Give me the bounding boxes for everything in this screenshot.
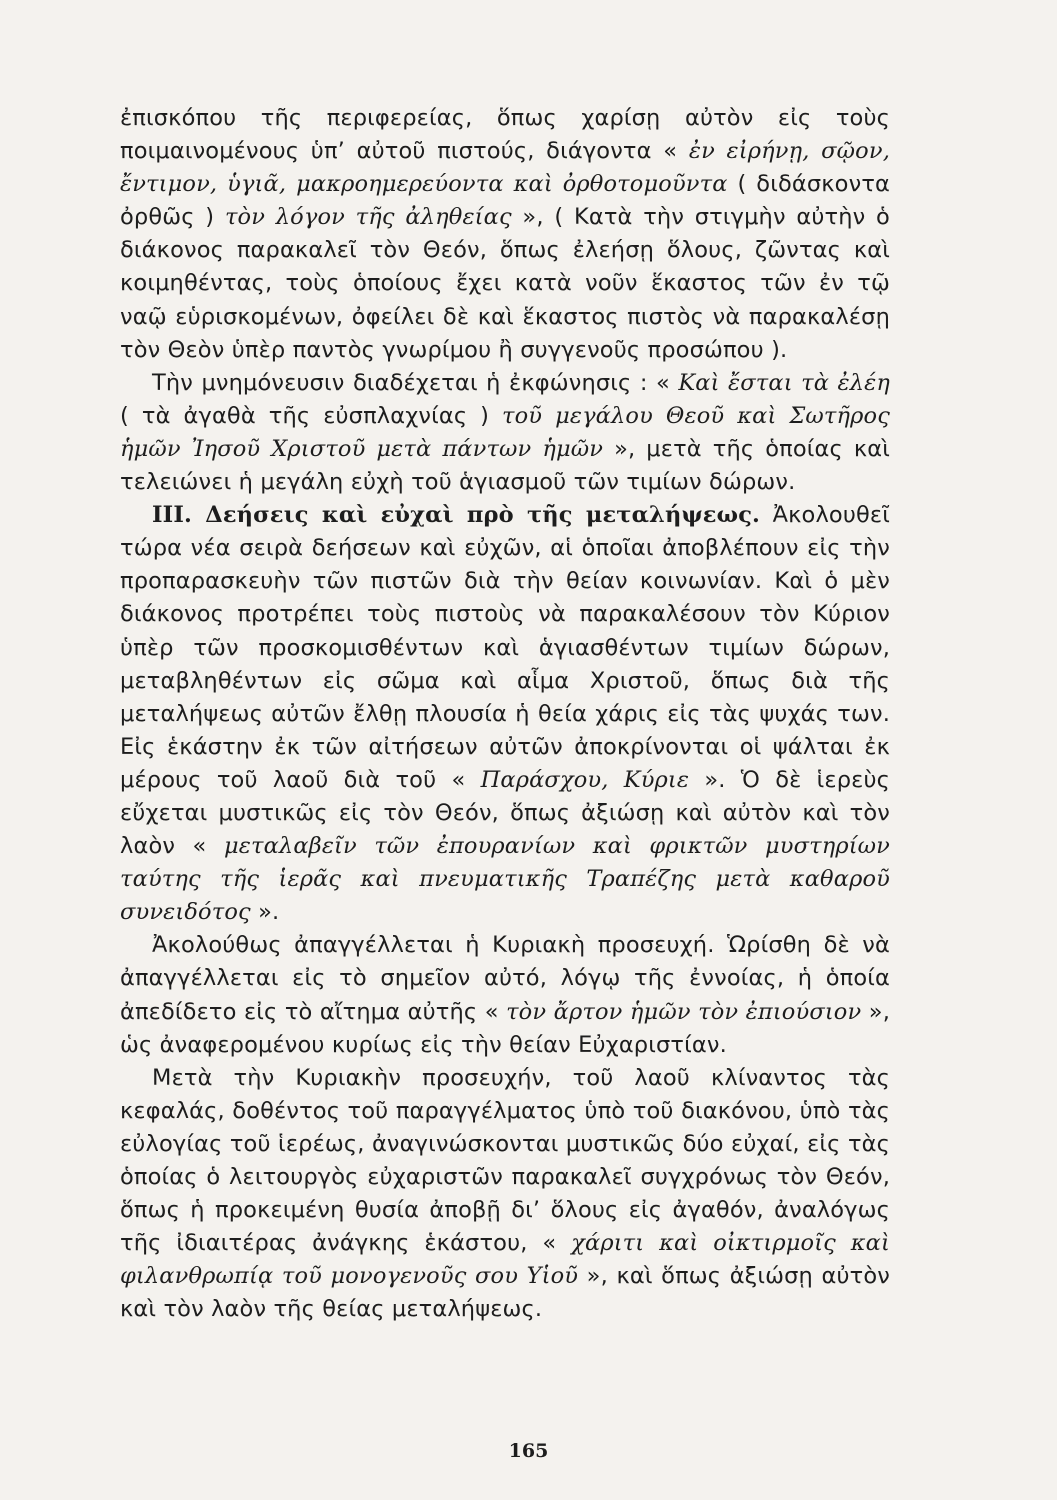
quote: τὸν λόγον τῆς ἀληθείας [224,204,512,231]
page-number: 165 [508,1440,549,1462]
paragraph-1: ἐπισκόπου τῆς περιφερείας, ὅπως χαρίσῃ αὐτὸν εἰς τοὺς ποιμαινομένους ὑπ’ αὐτοῦ πιστούς, διάγοντα « ἐν εἰρήνῃ, σῷον, ἔντιμον, ὑγιᾶ, μακροημερεύοντα καὶ ὀρθοτομοῦντα ( διδάσκοντα ὀρθῶς ) τὸν λόγον τῆς ἀληθείας », ( Κατὰ τὴν στιγμὴν αὐτὴν ὁ διάκονος παρακαλεῖ τὸν Θεόν, ὅπως ἐλεήσῃ ὅλους, ζῶντας καὶ κοιμηθέντας, τοὺς ὁποίους ἔχει κατὰ νοῦν ἕκαστος τῶν ἐν τῷ ναῷ εὑρισκομένων, ὀφείλει δὲ καὶ ἕκαστος πιστὸς νὰ παρακαλέσῃ τὸν Θεὸν ὑπὲρ παντὸς γνωρίμου ἢ συγγενοῦς προσώπου ). [120,105,890,363]
section-heading: III. Δεήσεις καὶ εὐχαὶ πρὸ τῆς μεταλήψεως. [152,502,761,529]
quote: χάριτι καὶ οἰκτιρμοῖς καὶ φιλανθρωπίᾳ τοῦ μονογενοῦς σου Υἱοῦ [120,1230,891,1290]
quote: Παράσχου, Κύριε [480,766,690,793]
quote: τοῦ μεγάλου Θεοῦ καὶ Σωτῆρος ἡμῶν Ἰησοῦ Χριστοῦ μετὰ πάντων ἡμῶν [120,402,890,462]
quote: Καὶ ἔσται τὰ ἐλέη [678,369,890,396]
quote: μεταλαβεῖν τῶν ἐπουρανίων καὶ φρικτῶν μυστηρίων ταύτης τῆς ἱερᾶς καὶ πνευματικῆς Τραπέζης μετὰ καθαροῦ συνειδότος [120,833,891,926]
quote: ἐν εἰρήνῃ, σῷον, ἔντιμον, ὑγιᾶ, μακροημερεύοντα καὶ ὀρθοτομοῦντα [120,138,890,198]
quote: τὸν ἄρτον ἡμῶν τὸν ἐπιούσιον [506,998,862,1025]
body-text [120,102,890,1326]
paragraph-4: Ἀκολούθως ἀπαγγέλλεται ἡ Κυριακὴ προσευχή. Ὡρίσθη δὲ νὰ ἀπαγγέλλεται εἰς τὸ σημεῖον αὐτό, λόγῳ τῆς ἐννοίας, ἡ ὁποία ἀπεδίδετο εἰς τὸ αἴτημα αὐτῆς « τὸν ἄρτον ἡμῶν τὸν ἐπιούσιον », ὡς ἀναφερομένου κυρίως εἰς τὴν θείαν Εὐχαριστίαν. [120,932,890,1058]
paragraph-3: III. Δεήσεις καὶ εὐχαὶ πρὸ τῆς μεταλήψεως. Ἀκολουθεῖ τώρα νέα σειρὰ δεήσεων καὶ εὐχῶν, αἱ ὁποῖαι ἀποβλέπουν εἰς τὴν προπαρασκευὴν τῶν πιστῶν διὰ τὴν θείαν κοινωνίαν. Καὶ ὁ μὲν διάκονος προτρέπει τοὺς πιστοὺς νὰ παρακαλέσουν τὸν Κύριον ὑπὲρ τῶν προσκομισθέντων καὶ ἁγιασθέντων τιμίων δώρων, μεταβληθέντων εἰς σῶμα καὶ αἷμα Χριστοῦ, ὅπως διὰ τῆς μεταλήψεως αὐτῶν ἔλθῃ πλουσία ἡ θεία χάρις εἰς τὰς ψυχάς των. Εἰς ἑκάστην ἐκ τῶν αἰτήσεων αὐτῶν ἀποκρίνονται οἱ ψάλται ἐκ μέρους τοῦ λαοῦ διὰ τοῦ « Παράσχου, Κύριε ». Ὁ δὲ ἱερεὺς εὔχεται μυστικῶς εἰς τὸν Θεόν, ὅπως ἀξιώσῃ καὶ αὐτὸν καὶ τὸν λαὸν « μεταλαβεῖν τῶν ἐπουρανίων καὶ φρικτῶν μυστηρίων ταύτης τῆς ἱερᾶς καὶ πνευματικῆς Τραπέζης μετὰ καθαροῦ συνειδότος ». [120,502,891,926]
paragraph-2: Τὴν μνημόνευσιν διαδέχεται ἡ ἐκφώνησις : « Καὶ ἔσται τὰ ἐλέη ( τὰ ἀγαθὰ τῆς εὐσπλαχνίας ) τοῦ μεγάλου Θεοῦ καὶ Σωτῆρος ἡμῶν Ἰησοῦ Χριστοῦ μετὰ πάντων ἡμῶν », μετὰ τῆς ὁποίας καὶ τελειώνει ἡ μεγάλη εὐχὴ τοῦ ἁγιασμοῦ τῶν τιμίων δώρων. [120,369,890,496]
paragraph-5: Μετὰ τὴν Κυριακὴν προσευχήν, τοῦ λαοῦ κλίναντος τὰς κεφαλάς, δοθέντος τοῦ παραγγέλματος ὑπὸ τοῦ διακόνου, ὑπὸ τὰς εὐλογίας τοῦ ἱερέως, ἀναγινώσκονται μυστικῶς δύο εὐχαί, εἰς τὰς ὁποίας ὁ λειτουργὸς εὐχαριστῶν παρακαλεῖ συγχρόνως τὸν Θεόν, ὅπως ἡ προκειμένη θυσία ἀποβῇ δι’ ὅλους εἰς ἀγαθόν, ἀναλόγως τῆς ἰδιαιτέρας ἀνάγκης ἑκάστου, « χάριτι καὶ οἰκτιρμοῖς καὶ φιλανθρωπίᾳ τοῦ μονογενοῦς σου Υἱοῦ », καὶ ὅπως ἀξιώσῃ αὐτὸν καὶ τὸν λαὸν τῆς θείας μεταλήψεως. [120,1064,891,1323]
